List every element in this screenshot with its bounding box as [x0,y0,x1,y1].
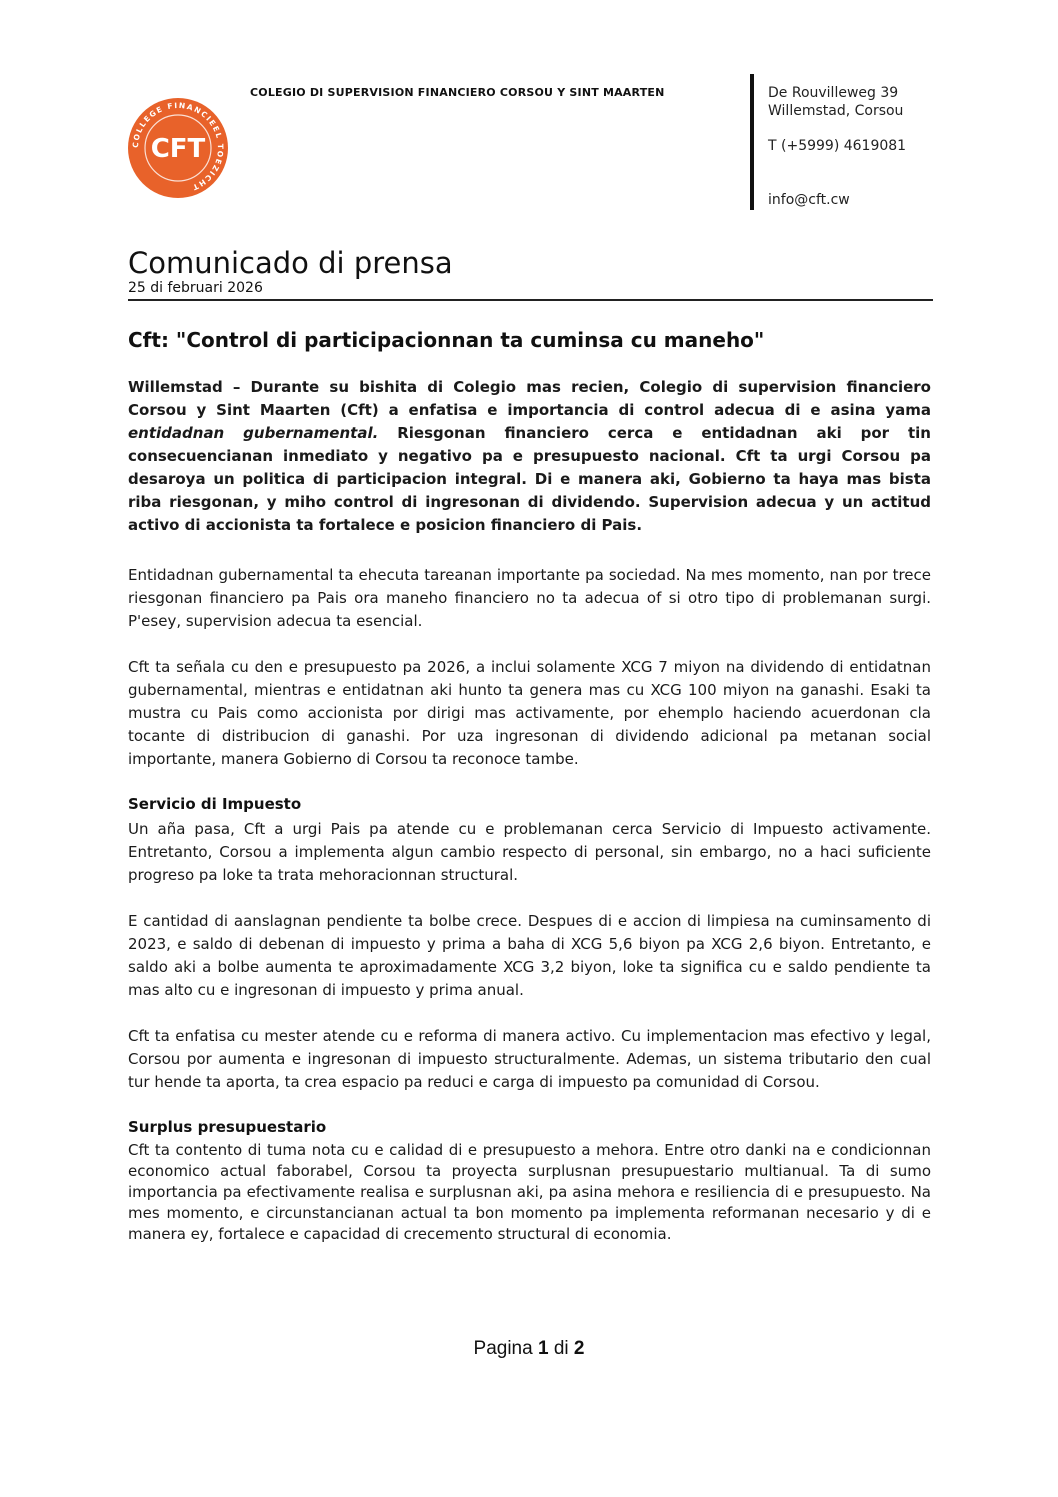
body-paragraph-4: E cantidad di aanslagnan pendiente ta bolbe crece. Despues di e accion di limpiesa na cuminsamento di 2023, e saldo di debenan di impuesto y prima a baha di XCG 5,6 biyon pa XCG 2,6 biyon. Entretanto, e saldo aki a bolbe aumenta te aproximadamente XCG 3,2 biyon, loke ta significa cu e saldo pendiente ta mas alto cu e ingresonan di impuesto y prima anual. [128,912,931,999]
body-paragraph-5: Cft ta enfatisa cu mester atende cu e reforma di manera activo. Cu implementacion mas efectivo y legal, Corsou por aumenta e ingresonan di impuesto structuralmente. Ademas, un sistema tributario den cual tur hende ta aporta, ta crea espacio pa reduci e carga di impuesto pa comunidad di Corsou. [128,1027,931,1091]
page-title: Comunicado di prensa [128,246,453,280]
address-line-2: Willemstad, Corsou [768,103,904,119]
section-heading-surplus-presupuestario: Surplus presupuestario [128,1118,327,1136]
address-line-1: De Rouvilleweg 39 [768,85,899,101]
svg-text:COLLEGE FINANCIEEL TOEZICHT: COLLEGE FINANCIEEL TOEZICHT [130,100,226,193]
header-divider [750,74,754,210]
body-paragraph-6: Cft ta contento di tuma nota cu e calidad di e presupuesto a mehora. Entre otro danki na e condicionnan economico actual faborabel, Corsou ta proyecta surplusnan presupuestario multianual. Ta di sumo importancia pa efectivamente realisa e surplusnan aki, pa asina mehora e resiliencia di e presupuesto. Na mes momento, e circunstancianan actual ta bon momento pa implementa reformanan necesario y di e manera ey, fortalece e capacidad di crecemento structural di economia. [128,1141,931,1243]
phone-number: T (+5999) 4619081 [768,138,907,154]
headline: Cft: "Control di participacionnan ta cuminsa cu maneho" [128,328,765,352]
release-date: 25 di februari 2026 [128,280,263,296]
lead-paragraph: Willemstad – Durante su bishita di Colegio mas recien, Colegio di supervision financiero Corsou y Sint Maarten (Cft) a enfatisa e importancia di control adecua di e asina yama entidadnan gubernamental. Riesgonan financiero cerca e entidadnan aki por tin consecuencianan inmediato y negativo pa e presupuesto nacional. Cft ta urgi Corsou pa desaroya un politica di participacion integral. Di e manera aki, Gobierno ta haya mas bista riba riesgonan, y miho control di ingresonan di dividendo. Supervision adecua y un actitud activo di accionista ta fortalece e posicion financiero di Pais. [128,378,931,534]
organization-name: COLEGIO DI SUPERVISION FINANCIERO CORSOU Y SINT MAARTEN [250,86,665,99]
title-divider [128,299,933,301]
cft-logo [126,96,230,200]
email-link[interactable]: info@cft.cw [768,192,850,208]
page-number: Pagina 1 di 2 [473,1338,585,1359]
body-paragraph-3: Un aña pasa, Cft a urgi Pais pa atende cu e problemanan cerca Servicio di Impuesto activamente. Entretanto, Corsou a implementa algun cambio respecto di personal, sin embargo, no a haci suficiente progreso pa loke ta trata mehoracionnan structural. [128,820,931,884]
svg-text:CFT: CFT [150,134,206,164]
body-paragraph-2: Cft ta señala cu den e presupuesto pa 2026, a inclui solamente XCG 7 miyon na dividendo di entidatnan gubernamental, mientras e entidatnan aki hunto ta genera mas cu XCG 100 miyon na ganashi. Esaki ta mustra cu Pais como accionista por dirigi mas activamente, por ehemplo haciendo acuerdonan cla tocante di distribucion di ganashi. Por uza ingresonan di dividendo adicional pa metanan social importante, manera Gobierno di Corsou ta reconoce tambe. [128,658,931,768]
lead-italic-term: entidadnan gubernamental. [128,424,379,442]
body-paragraph-1: Entidadnan gubernamental ta ehecuta tareanan importante pa sociedad. Na mes momento, nan por trece riesgonan financiero pa Pais ora maneho financiero no ta adecua of si otro tipo di problemanan surgi. P'esey, supervision adecua ta esencial. [128,566,931,630]
section-heading-servicio-di-impuesto: Servicio di Impuesto [128,795,302,813]
